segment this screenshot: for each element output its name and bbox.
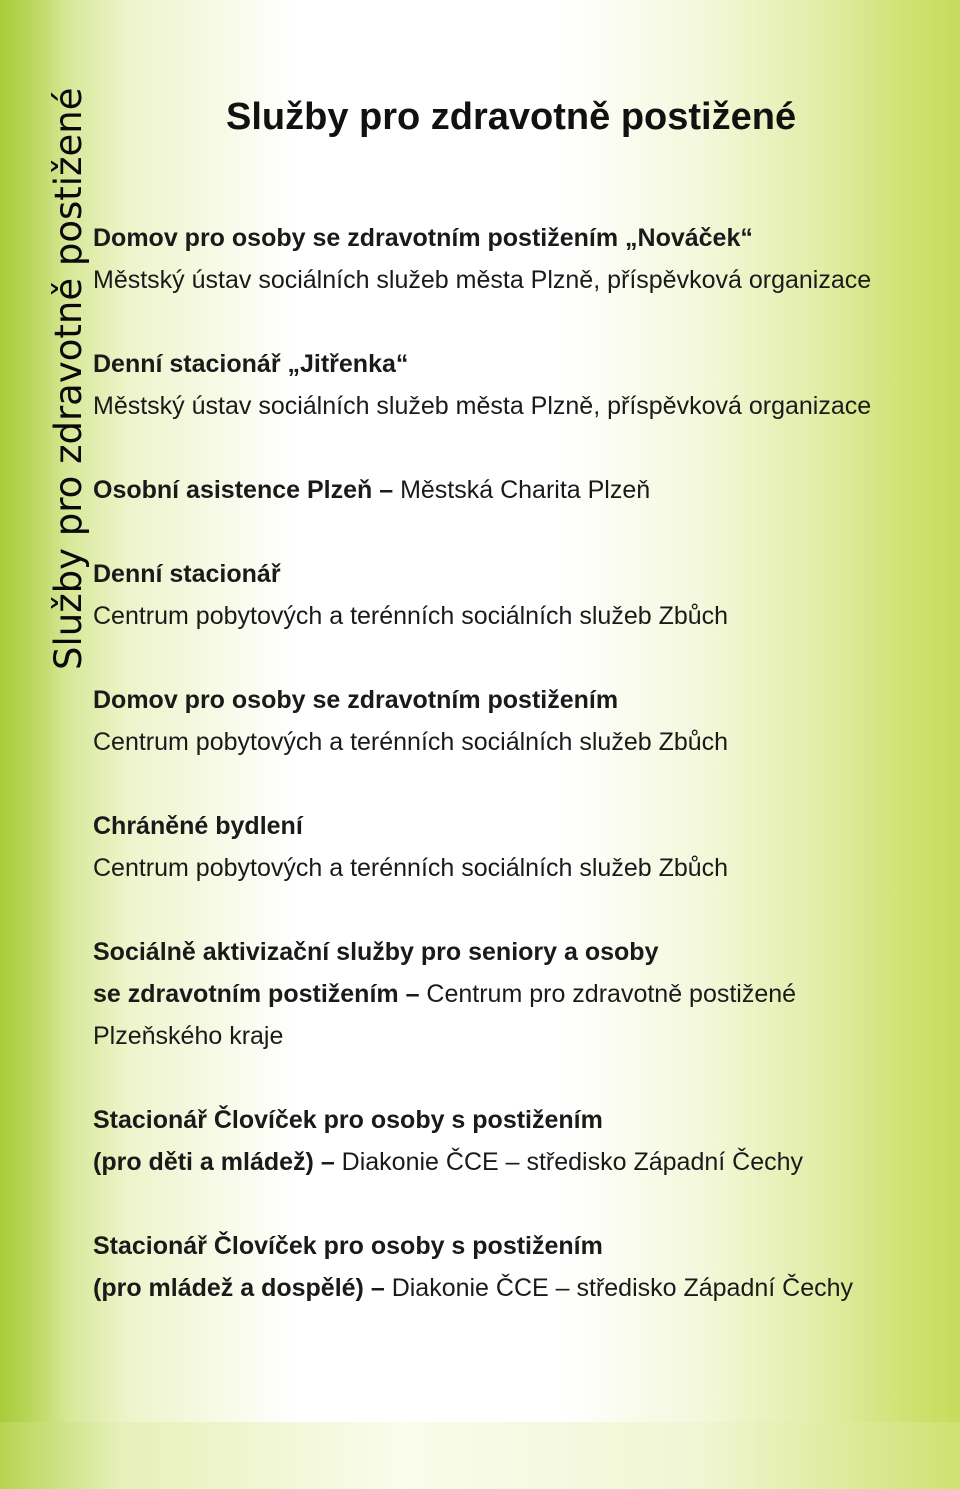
service-entry-clovicek-deti [93, 1099, 803, 1183]
service-provider: Diakonie ČCE – středisko Západní Čechy [391, 1274, 854, 1302]
service-provider: Městský ústav sociálních služeb města Plzně, příspěvková organizace [93, 266, 872, 294]
service-provider: Městská Charita Plzeň [400, 476, 651, 504]
service-name-cont: (pro děti a mládež) [93, 1148, 314, 1176]
service-provider: Centrum pro zdravotně postižené [426, 980, 797, 1008]
dash: – [363, 1274, 392, 1302]
service-name-cont: se zdravotním postižením [93, 980, 399, 1008]
side-banner-text: Služby pro zdravotně postižené [47, 87, 90, 670]
service-entry-jitrenka [93, 343, 871, 427]
dash: – [398, 980, 427, 1008]
service-provider-cont: Plzeňského kraje [93, 1022, 284, 1050]
service-provider: Diakonie ČCE – středisko Západní Čechy [341, 1148, 803, 1176]
service-entry-novacek [93, 217, 871, 301]
service-entry-osobni-asistence [93, 469, 650, 511]
service-name: Chráněné bydlení [93, 812, 303, 840]
service-name: Denní stacionář [93, 560, 281, 588]
service-name: Stacionář Človíček pro osoby s postižením [93, 1232, 603, 1260]
service-entry-clovicek-dospeli [93, 1225, 853, 1309]
service-name-cont: (pro mládež a dospělé) [93, 1274, 364, 1302]
service-name: Osobní asistence Plzeň [93, 476, 373, 504]
service-provider: Centrum pobytových a terénních sociálních služeb Zbůch [93, 728, 729, 756]
bottom-strip [0, 1422, 960, 1489]
service-provider: Centrum pobytových a terénních sociálních služeb Zbůch [93, 602, 729, 630]
service-name: Domov pro osoby se zdravotním postižením [93, 686, 619, 714]
dash: – [313, 1148, 342, 1176]
service-provider: Centrum pobytových a terénních sociálních služeb Zbůch [93, 854, 729, 882]
service-provider: Městský ústav sociálních služeb města Plzně, příspěvková organizace [93, 392, 872, 420]
service-name: Stacionář Človíček pro osoby s postižením [93, 1106, 603, 1134]
service-name: Sociálně aktivizační služby pro seniory a osoby [93, 938, 659, 966]
side-banner [0, 0, 90, 680]
page-title: Služby pro zdravotně postižené [226, 96, 797, 138]
service-name: Domov pro osoby se zdravotním postižením „Nováček“ [93, 224, 753, 252]
dash: – [372, 476, 401, 504]
service-entry-aktivizacni [93, 931, 796, 1057]
service-entry-domov-zbuch [93, 679, 728, 763]
service-entry-chranene-bydleni [93, 805, 728, 889]
service-entry-denni-stacionar [93, 553, 728, 637]
service-name: Denní stacionář „Jitřenka“ [93, 350, 409, 378]
